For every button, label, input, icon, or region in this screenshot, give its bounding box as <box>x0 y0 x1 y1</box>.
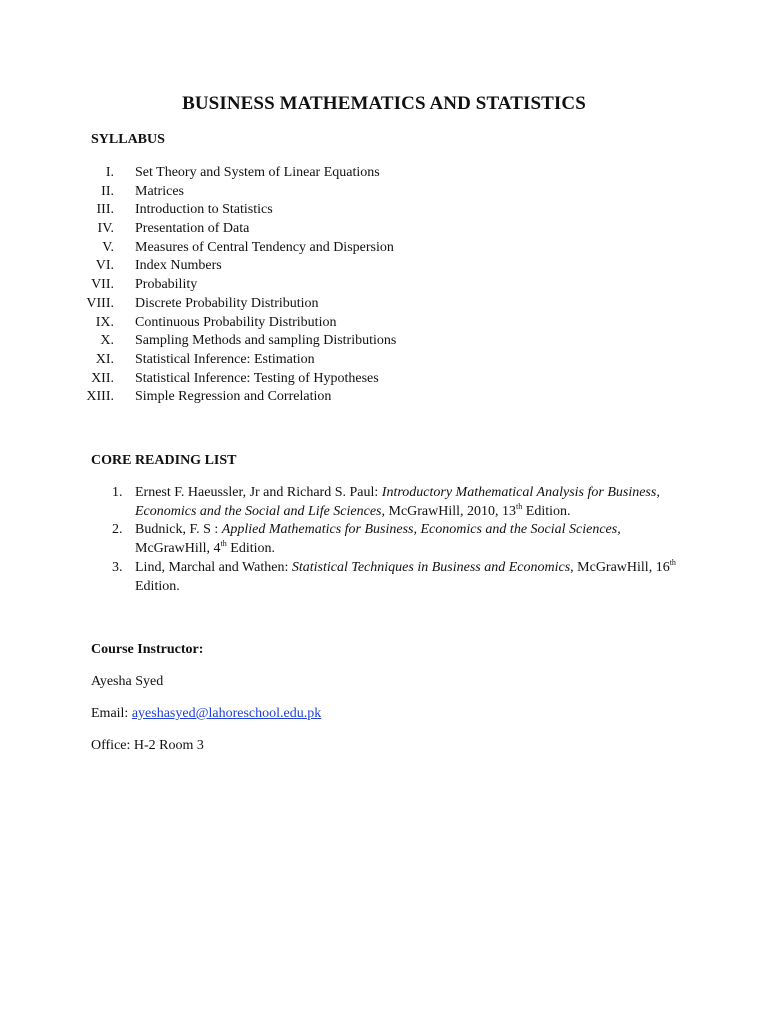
syllabus-item-number: I. <box>105 165 114 180</box>
syllabus-item <box>0 201 768 220</box>
reading-list-item <box>0 559 768 596</box>
syllabus-item-number: V. <box>102 239 114 255</box>
syllabus-item-text: Matrices <box>135 183 184 199</box>
syllabus-item <box>0 220 768 239</box>
reading-item-publisher: , McGrawHill, 2010, 13 <box>381 503 517 519</box>
reading-item-publisher: McGrawHill, 4 <box>135 541 221 557</box>
syllabus-item-number: X. <box>100 333 114 349</box>
syllabus-heading: SYLLABUS <box>91 132 165 147</box>
syllabus-item-text: Set Theory and System of Linear Equations <box>135 165 380 180</box>
reading-item-publisher: , McGrawHill, 16 <box>570 559 670 575</box>
syllabus-item-number: XIII. <box>86 389 114 405</box>
syllabus-item-text: Presentation of Data <box>135 221 250 237</box>
reading-item-authors: Budnick, F. S : <box>135 522 222 538</box>
syllabus-item <box>0 314 768 333</box>
syllabus-item <box>0 351 768 370</box>
email-link[interactable]: ayeshasyed@lahoreschool.edu.pk <box>131 706 322 721</box>
syllabus-item <box>0 370 768 389</box>
syllabus-item-text: Statistical Inference: Testing of Hypotheses <box>135 370 379 386</box>
reading-item-citation <box>135 521 680 558</box>
instructor-name: Ayesha Syed <box>91 674 164 689</box>
document-title: BUSINESS MATHEMATICS AND STATISTICS <box>182 93 586 114</box>
syllabus-item-number: VIII. <box>86 295 114 311</box>
course-instructor-heading: Course Instructor: <box>91 642 204 657</box>
syllabus-item <box>0 257 768 276</box>
reading-item-edition: Edition. <box>522 503 571 519</box>
syllabus-item-text: Probability <box>135 277 198 293</box>
syllabus-item <box>0 183 768 202</box>
syllabus-item-text: Statistical Inference: Estimation <box>135 351 315 367</box>
reading-item-authors: Lind, Marchal and Wathen: <box>135 559 292 575</box>
syllabus-item <box>0 239 768 258</box>
syllabus-item-number: IX. <box>95 314 114 330</box>
syllabus-item-number: IV. <box>97 221 114 237</box>
syllabus-item-number: XII. <box>91 370 114 386</box>
reading-item-edition-suffix: th <box>516 501 523 511</box>
syllabus-item <box>0 276 768 295</box>
syllabus-item-number: II. <box>101 183 114 199</box>
syllabus-item-number: VII. <box>91 277 114 293</box>
office-location: Office: H-2 Room 3 <box>91 738 204 753</box>
reading-item-citation <box>135 484 680 521</box>
reading-list <box>0 484 768 596</box>
syllabus-item <box>0 388 768 407</box>
reading-item-edition-suffix: th <box>669 557 676 567</box>
syllabus-item <box>0 295 768 314</box>
reading-item-book-title: Introductory Mathematical Analysis for Business, Economics and the Social and Life Sciences <box>135 485 660 519</box>
syllabus-item <box>0 332 768 351</box>
reading-list-item <box>0 484 768 521</box>
syllabus-item-number: III. <box>96 202 114 218</box>
syllabus-item-text: Simple Regression and Correlation <box>135 389 332 405</box>
reading-item-citation <box>135 559 680 596</box>
reading-item-number: 3. <box>112 559 123 575</box>
syllabus-item <box>0 164 768 183</box>
reading-item-edition: Edition. <box>226 541 276 557</box>
email-label: Email: <box>91 706 132 721</box>
syllabus-item-text: Measures of Central Tendency and Dispersion <box>135 239 394 255</box>
reading-item-book-title: Statistical Techniques in Business and Economics <box>291 559 571 575</box>
reading-item-edition: Edition. <box>135 578 180 594</box>
syllabus-item-text: Index Numbers <box>135 258 222 274</box>
reading-item-number: 2. <box>112 522 123 538</box>
reading-item-number: 1. <box>112 485 123 500</box>
reading-item-edition-suffix: th <box>220 539 227 549</box>
reading-item-book-title: Applied Mathematics for Business, Economics and the Social Sciences, <box>221 522 621 538</box>
reading-item-authors: Ernest F. Haeussler, Jr and Richard S. Paul: <box>135 485 382 500</box>
email-line <box>91 706 321 722</box>
syllabus-item-number: XI. <box>95 351 114 367</box>
syllabus-item-text: Sampling Methods and sampling Distributions <box>135 333 397 349</box>
reading-list-heading: CORE READING LIST <box>91 453 237 468</box>
reading-list-item <box>0 521 768 558</box>
syllabus-item-number: VI. <box>95 258 114 274</box>
syllabus-item-text: Introduction to Statistics <box>135 202 273 218</box>
syllabus-item-text: Discrete Probability Distribution <box>135 295 319 311</box>
syllabus-item-text: Continuous Probability Distribution <box>135 314 337 330</box>
syllabus-list <box>0 164 768 407</box>
